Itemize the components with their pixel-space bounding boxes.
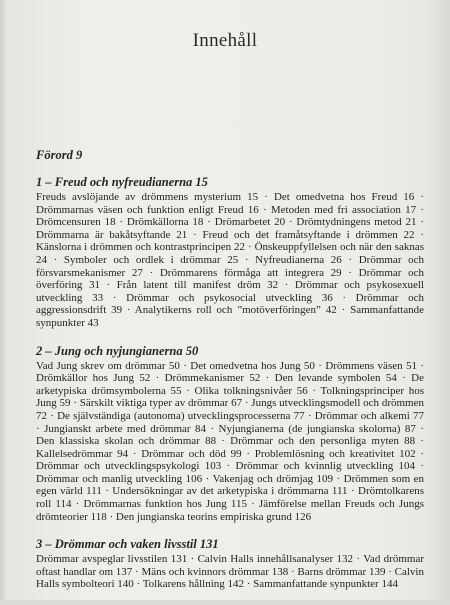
page-shadow xyxy=(424,0,450,600)
chapter-title: 3 – Drömmar och vaken livsstil 131 xyxy=(36,537,219,552)
chapter-title: 2 – Jung och nyjungianerna 50 xyxy=(36,343,199,358)
toc-foreword: Förord 9 xyxy=(36,148,83,162)
chapter-contents: Freuds avslöjande av drömmens mysterium 15 · Det omedvetna hos Freud 16 · Drömmarnas väsen och funktion enligt Freud 16 · Metoden med fri association 17 · Drömcensuren 18 · Drömkällorna 18 · Drömarbetet 20 · Drömtydningens metod 21 · Drömmarna är bakåtsyftande 21 · Freud och det framåtsyftande i drömmen 22 · Känslorna i drömmen och kontrastprincipen 22 · Önskeuppfyllelsen och när den saknas 24 · Symboler och ordlek i drömmar 25 · Nyfreudianerna 26 · Drömmar och försvarsmekanismer 27 · Drömmarens förmåga att integrera 29 · Drömmar och överföring 31 · Från latent till manifest dröm 32 · Drömmar och psykosexuell utveckling 33 · Drömmar och psykosocial utveckling 36 · Drömmar och aggressionsdrift 39 · Analytikerns roll och ”motöverföringen” 42 · Sammanfattande synpunkter 43 xyxy=(36,191,424,329)
toc-chapter-3 xyxy=(36,537,424,591)
toc-chapter-1 xyxy=(36,175,424,330)
toc-chapter-2 xyxy=(36,344,424,524)
chapter-contents: Vad Jung skrev om drömmar 50 · Det omedvetna hos Jung 50 · Drömmens väsen 51 · Drömkällor hos Jung 52 · Drömmekanismer 52 · Den levande symbolen 54 · De arketypiska drömsymbolerna 55 · Olika tolkningsnivåer 56 · Tolkningsprinciper hos Jung 59 · Särskilt viktiga typer av drömmar 67 · Jungs utvecklingsmodell och drömmen 72 · De självständiga (autonoma) utvecklingsprocesserna 77 · Drömmar och alkemi 77 · Jungianskt arbete med drömmar 84 · Nyjungianerna (de jungianska skolorna) 87 · Den klassiska skolan och drömmar 88 · Drömmar och den personliga myten 88 · Kallelsedrömmar 94 · Drömmar och död 99 · Problemlösning och kreativitet 102 · Drömmar och utvecklingspsykologi 103 · Drömmar och kvinnlig utveckling 104 · Drömmar och manlig utveckling 106 · Vakenjag och drömjag 109 · Drömmen som en egen värld 111 · Undersökningar av det arketypiska i drömmarna 111 · Drömtolkarens roll 114 · Drömmarnas funktion hos Jung 115 · Jämförelse mellan Freuds och Jungs drömteorier 118 · Den jungianska teorins empiriska grund 126 xyxy=(36,359,424,523)
chapter-title: 1 – Freud och nyfreudianerna 15 xyxy=(36,175,208,189)
page-title: Innehåll xyxy=(192,30,258,51)
page-edge xyxy=(0,0,6,600)
chapter-contents: Drömmar avspeglar livsstilen 131 · Calvin Halls innehållsanalyser 132 · Vad drömmar oftast handlar om 137 · Mäns och kvinnors drömmar 138 · Barns drömmar 139 · Calvin Halls symbolteori 140 · Tolkarens hållning 142 · Sammanfattande synpunkter 144 xyxy=(36,553,424,591)
table-of-contents xyxy=(36,148,424,605)
